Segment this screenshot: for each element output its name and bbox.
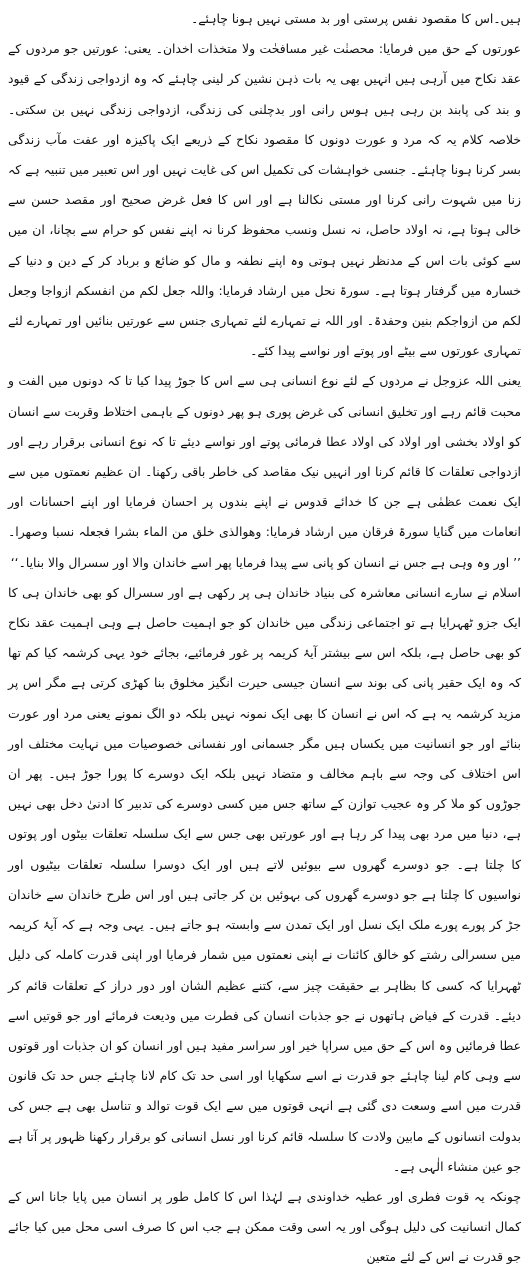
paragraph-2: عورتوں کے حق میں فرمایا: محصنٰت غیر مسافحٰت ولا متخذات اخدان۔ یعنی: عورتیں جو مردوں کے عقد نکاح میں آرہی ہیں انہیں بھی یہ بات ذہن نشین کر لینی چاہئے کہ وہ ازدواجی زندگی کے قیود و بند کی پابند بن رہی ہیں ہوس رانی اور بدچلنی کی زندگی، ازدواجی زندگی نہیں بن سکتی۔ خلاصہ کلام یہ کہ مرد و عورت دونوں کا مقصود نکاح کے ذریعے ایک پاکیزہ اور عفت مآب زندگی بسر کرنا ہونا چاہئے۔ جنسی خواہشات کی تکمیل اس کی غایت نہیں اور اس تعبیر میں تنبیہ ہے کہ زنا میں شہوت رانی کرنا اور مستی نکالنا ہے اور اس کا فعل غرض صحیح اور مقصد حسن سے خالی ہوتا ہے، نہ اولاد حاصل، نہ نسل ونسب محفوظ کرنا نہ اپنے نفس کو حرام سے بچانا، ان میں سے کوئی بات اس کے مدنظر نہیں ہوتی وہ اپنے نطفہ و مال کو ضائع و برباد کر کے دین و دنیا کے خسارہ میں گرفتار ہوتا ہے۔ سورۃ نحل میں ارشاد فرمایا: واللہ جعل لکم من انفسکم ازواجا وجعل لکم من ازواجکم بنین وحفدۃ۔ اور اللہ نے تمہارے لئے تمہاری جنس سے عورتیں بنائیں اور تمہارے لئے تمہاری عورتوں سے بیٹے اور پوتے اور نواسے پیدا کئے۔ bbox=[8, 41, 521, 359]
paragraph-4: اسلام نے سارے انسانی معاشرہ کی بنیاد خاندان ہی پر رکھی ہے اور سسرال کو بھی خاندان ہی کا ایک جزو ٹھہرایا ہے تو اجتماعی زندگی میں خاندان کو جو اہمیت حاصل ہے وہی اہمیت عقد نکاح کو بھی حاصل ہے، بلکہ اس سے بیشتر آیۂ کریمہ پر غور فرمائیے، بجائے خود یہی کرشمہ کیا کم تھا کہ وہ ایک حقیر پانی کی بوند سے انسان جیسی حیرت انگیز مخلوق بنا کھڑی کرتی ہے مگر اس پر مزید کرشمہ یہ ہے کہ اس نے انسان کا بھی ایک نمونہ نہیں بلکہ دو الگ نمونے یعنی مرد اور عورت بنائے اور جو انسانیت میں یکساں ہیں مگر جسمانی اور نفسانی خصوصیات میں نہایت مختلف اور اس اختلاف کی وجہ سے باہم مخالف و متضاد نہیں بلکہ ایک دوسرے کا پورا جوڑ ہیں۔ پھر ان جوڑوں کو ملا کر وہ عجیب توازن کے ساتھ جس میں کسی دوسرے کی تدبیر کا ادنیٰ دخل بھی نہیں ہے، دنیا میں مرد بھی پیدا کر رہا ہے اور عورتیں بھی جس سے ایک سلسلہ تعلقات بیٹوں اور پوتوں کا چلتا ہے۔ جو دوسرے گھروں سے بیوئیں لاتے ہیں اور ایک دوسرا سلسلہ تعلقات بیٹیوں اور نواسیوں کا چلتا ہے جو دوسرے گھروں کی بہوئیں بن کر جاتی ہیں اور اس طرح خاندان سے خاندان جڑ کر پورے پورے ملک ایک نسل اور ایک تمدن سے وابستہ ہو جاتے ہیں۔ یہی وجہ ہے کہ آیۂ کریمہ میں سسرالی رشتے کو خالق کائنات نے اپنی نعمتوں میں شمار فرمایا اور اپنی قدرت کاملہ کی دلیل ٹھہرایا کہ کسی کا بظاہر بے حقیقت چیز سے، کتنے عظیم الشان اور دور دراز کے تعلقات قائم کر دیئے۔ قدرت کے فیاض ہاتھوں نے جو جذبات انسان کی فطرت میں ودیعت فرمائے اور جو قوتیں اسے عطا فرمائیں وہ اس کے حق میں سراپا خیر اور سراسر مفید ہیں اور انسان کو ان جذبات اور قوتوں سے وہی کام لینا چاہئے جو قدرت نے اسے سکھایا اور اسی حد تک کام لانا چاہئے جس حد تک قانون قدرت میں اسے وسعت دی گئی ہے انہی قوتوں میں سے ایک قوت توالد و تناسل بھی ہے جس کی بدولت انسانوں کے مابین ولادت کا سلسلہ قائم کرنا اور نسل انسانی کو برقرار رکھنا ظہور پر آتا ہے جو عین منشاء الٰہی ہے۔ bbox=[8, 584, 521, 1174]
paragraph-5: چونکہ یہ قوت فطری اور عطیہ خداوندی ہے لہٰذا اس کا کامل طور پر انسان میں پایا جانا اس کے کمال انسانیت کی دلیل ہوگی اور یہ اسی وقت ممکن ہے جب اس کا صرف اسی محل میں کیا جائے جو قدرت نے اس کے لئے متعین bbox=[8, 1188, 521, 1265]
paragraph-3: یعنی اللہ عزوجل نے مردوں کے لئے نوع انسانی ہی سے اس کا جوڑ پیدا کیا تا کہ دونوں میں الفت و محبت قائم رہے اور تخلیق انسانی کی غرض پوری ہو پھر دونوں کے باہمی اختلاط وقربت سے انسان کو اولاد بخشی اور اولاد کی اولاد عطا فرمائی پوتے اور نواسے دیئے تا کہ نوع انسانی برقرار رہے اور ازدواجی تعلقات کا قائم کرنا اور انہیں نیک مقاصد کی خاطر باقی رکھنا۔ ان عظیم نعمتوں میں سے ایک نعمت عظمٰی ہے جن کا خدائے قدوس نے اپنے بندوں پر احسان فرمایا اور اپنے احسانات اور انعامات میں گنایا سورۃ فرقان میں ارشاد فرمایا: وھوالذی خلق من الماء بشرا فجعلہ نسبا وصھرا۔ ’’ اور وہ وہی ہے جس نے انسان کو پانی سے پیدا فرمایا پھر اسے خاندان والا اور سسرال والا بنایا۔‘‘ bbox=[8, 373, 521, 570]
paragraph-1: ہیں۔اس کا مقصود نفس پرستی اور بد مستی نہیں ہونا چاہئے۔ bbox=[191, 11, 521, 26]
